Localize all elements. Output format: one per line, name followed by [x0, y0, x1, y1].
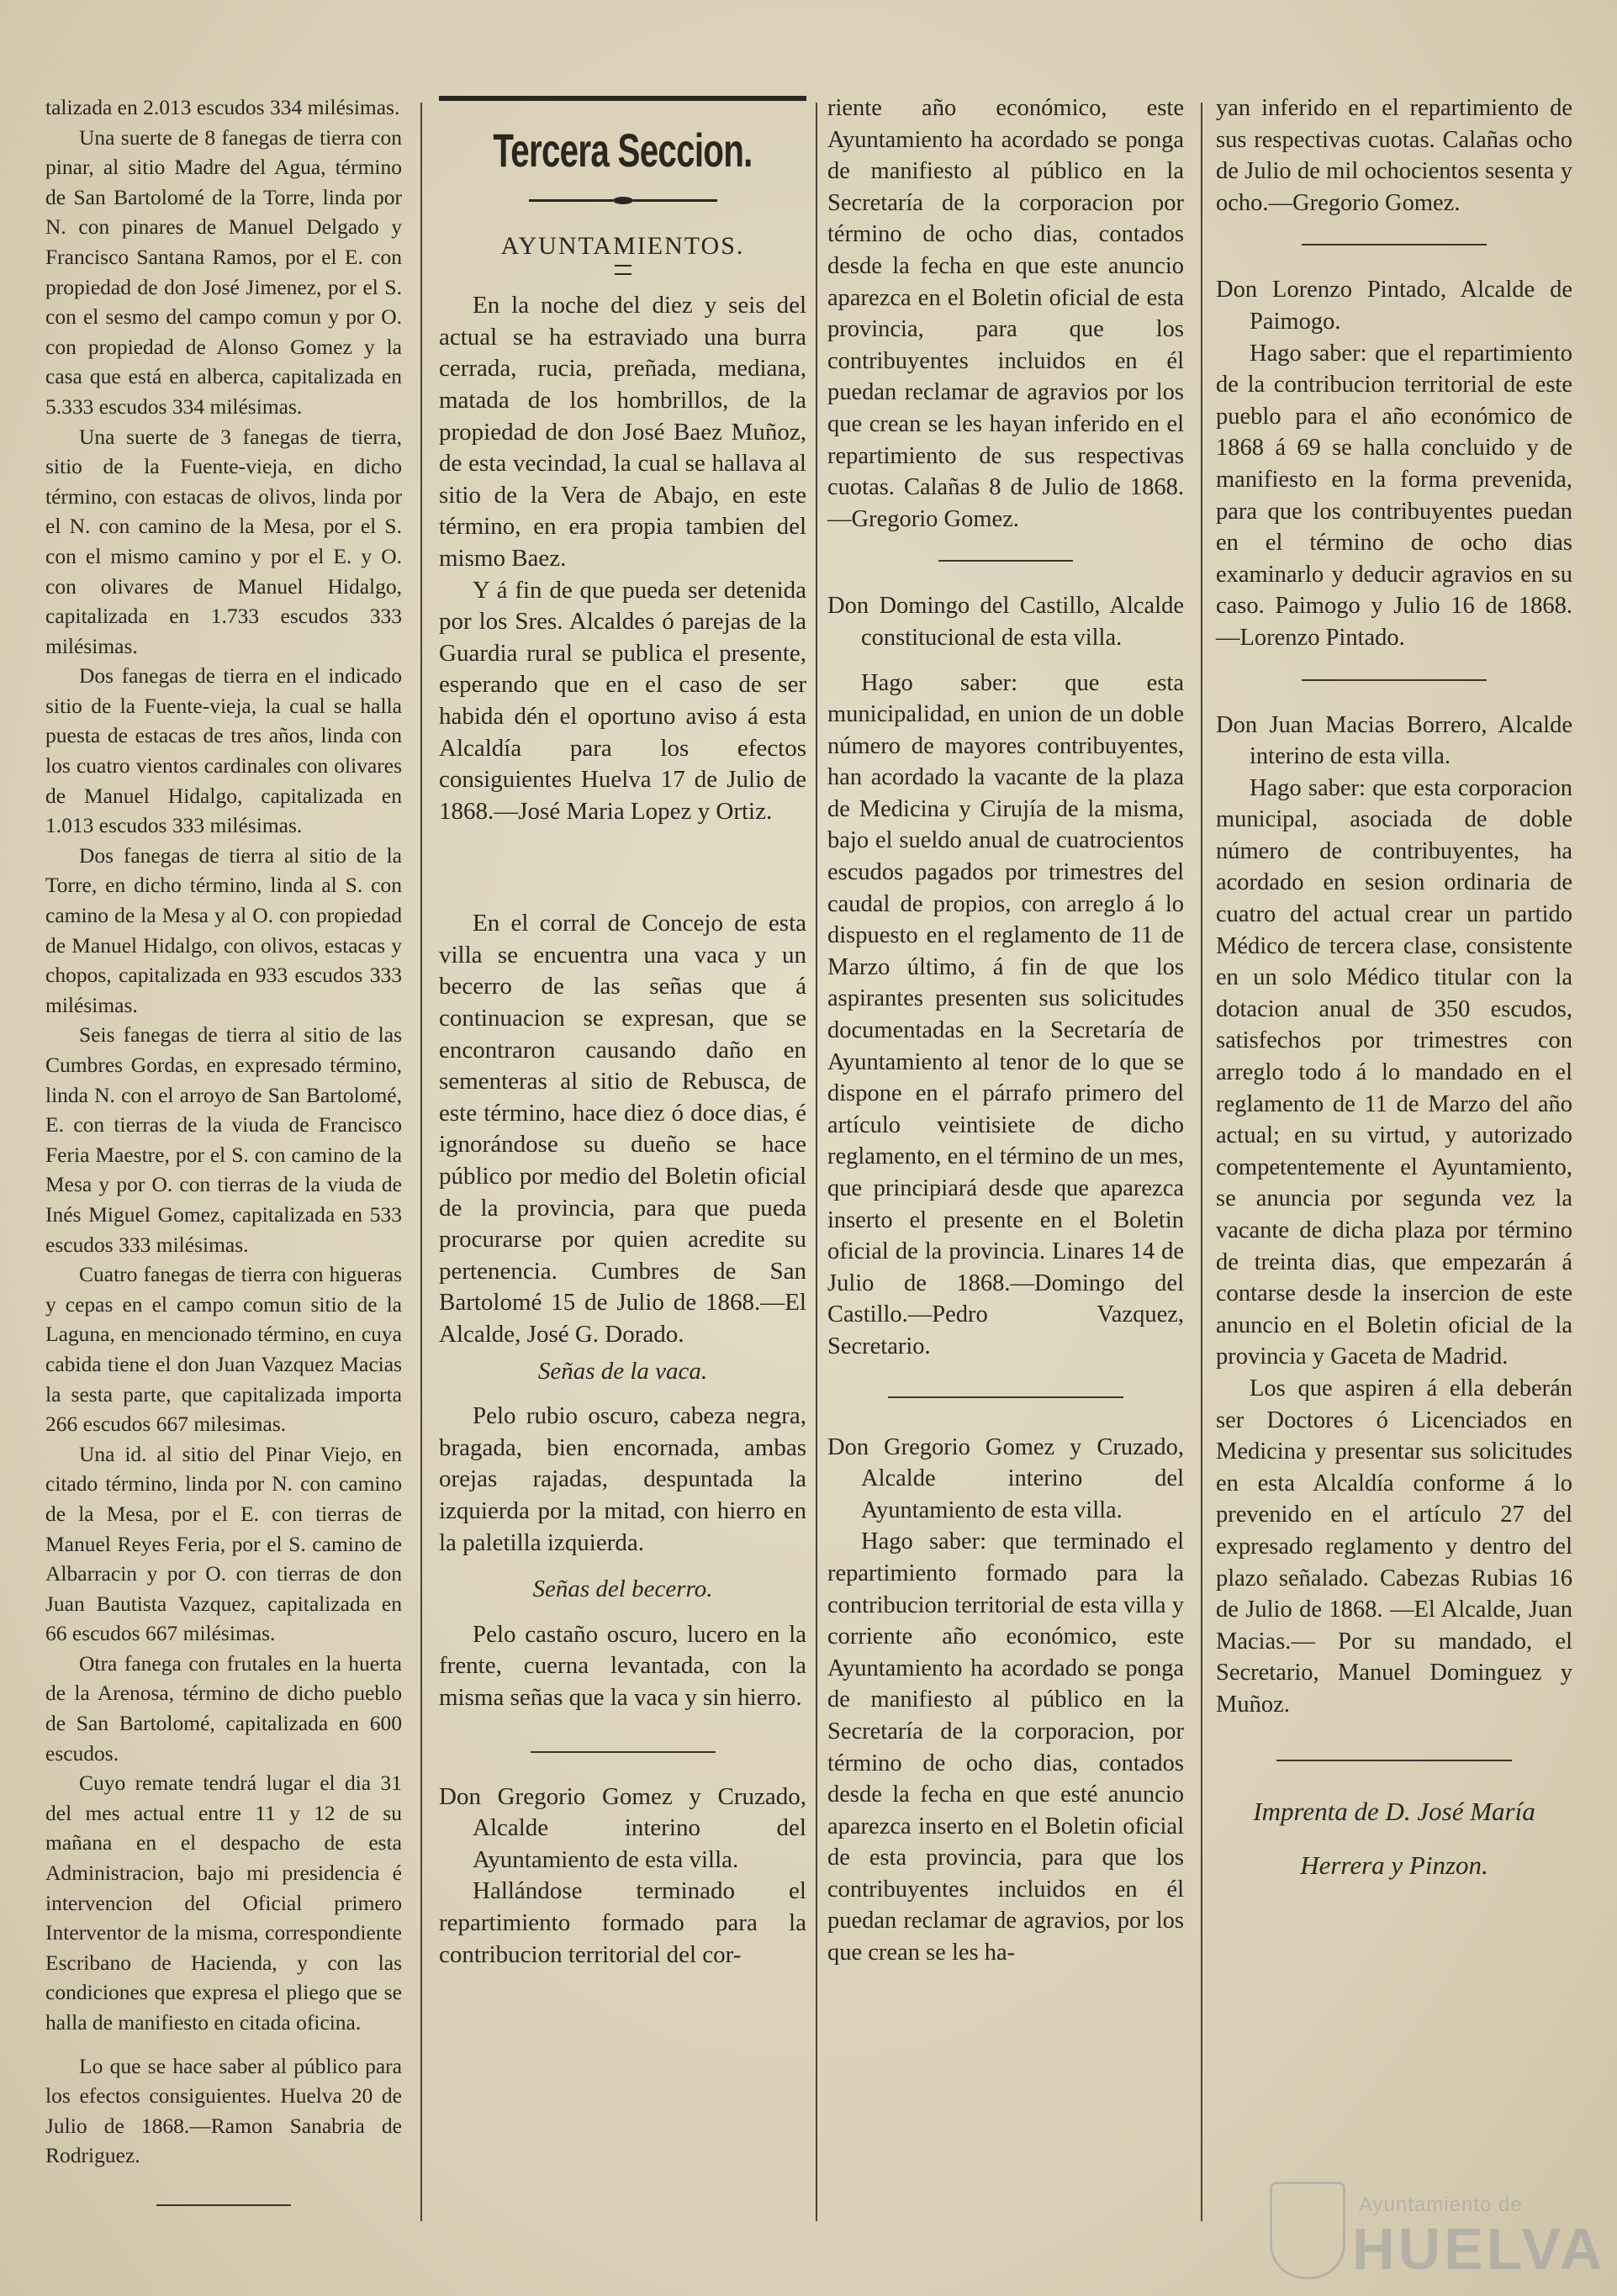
col1-text: Cuatro fanegas de tierra con higueras y cepas en el campo comun sitio de la Laguna, en mencionado término, en cuya cabida tiene el don Juan Vazquez Macias la sesta parte, que capitalizada importa 266 escudos 667 milesimas. — [45, 1262, 402, 1437]
coat-of-arms-icon — [1270, 2182, 1345, 2279]
notice-text: Hago saber: que esta corporacion municipal, asociada de doble número de contribuyentes, ha acordado en sesion ordinaria de cuatro del actual crear un partido Médico de tercera clase, consistente en un solo Médico titular con la dotacion anual de 350 escudos, satisfechos por trimestres con arreglo todo á lo mandado en el reglamento de 11 de Marzo del año actual; en su virtud, y autorizado competentemente el Ayuntamiento, se anuncia por segunda vez la vacante de dicha plaza por término de treinta dias, que empezarán á contarse desde la insercion de este anuncio en el Boletin oficial de la provincia y Gaceta de Madrid. — [1216, 774, 1572, 1370]
notice-text: Hago saber: que esta municipalidad, en union de un doble número de mayores contribuyentes, han acordado la vacante de la plaza de Medicina y Cirujía de la misma, bajo el sueldo anual de cuatrocientos escudos pagados por trimestres del caudal de propios, con arreglo á lo dispuesto en el reglamento de 11 de Marzo último, á fin de que los aspirantes presenten sus solicitudes documentadas en la Secretaría de Ayuntamiento al tenor de lo que se dispone en el párrafo primero del artículo veintisiete de dicho reglamento, en el término de un mes, que principiará desde que aparezca inserto el presente en el Boletin oficial de la provincia. Linares 14 de Julio de 1868.—Domingo del Castillo.—Pedro Vazquez, Secretario. — [827, 669, 1184, 1359]
section-subhead: AYUNTAMIENTOS. — [500, 231, 745, 260]
separator-rule — [156, 2204, 291, 2206]
col1-text: talizada en 2.013 escudos 334 milésimas. — [45, 95, 400, 119]
separator-rule — [531, 1751, 716, 1753]
col1-text: Dos fanegas de tierra en el indicado sitio de la Fuente-vieja, la cual se halla puesta de estacas de tres años, linda con los cuatro vientos cardinales con olivares de Manuel Hidalgo, capitalizada en 1.013 escudos 333 milésimas. — [45, 663, 402, 838]
col1-text: Una suerte de 8 fanegas de tierra con pinar, al sitio Madre del Agua, término de San Bartolomé de la Torre, linda por N. con pinares de Manuel Delgado y Francisco Santana Ramos, por el E. con propiedad de don José Jimenez, por el S. con el sesmo del campo comun y por O. con propiedad de Alonso Gomez y la casa que está en alberca, capitalizada en 5.333 escudos 334 milésimas. — [45, 124, 402, 419]
notice-text: Pelo castaño oscuro, lucero en la frente, cuerna levantada, con la misma señas que la vaca y sin hierro. — [439, 1620, 806, 1711]
separator-rule — [505, 878, 741, 879]
separator-rule — [1302, 679, 1487, 681]
ornament-icon — [439, 183, 806, 215]
column-1 — [45, 92, 402, 2235]
separator-rule — [1302, 244, 1487, 245]
column-rule-3 — [1201, 103, 1202, 2221]
watermark-line: HUELVA — [1352, 2216, 1606, 2282]
notice-text: En el corral de Concejo de esta villa se encuentra una vaca y un becerro de las señas que á continuacion se expresan, que se encontraron causando daño en sementeras al sitio de Rebusca, de este término, hace diez ó doce dias, é ignorándose su dueño se hace público por medio del Boletin oficial de la provincia, para que pueda procurarse por quien acredite su pertenencia. Cumbres de San Bartolomé 15 de Julio de 1868.—El Alcalde, José G. Dorado. — [439, 910, 806, 1348]
col1-text: Seis fanegas de tierra al sitio de las Cumbres Gordas, en expresado término, linda N. con el arroyo de San Bartolomé, E. con tierras de la viuda de Francisco Feria Maestre, por el S. con camino de la Mesa y por O. con tierras de la viuda de Inés Miguel Gomez, capitalizada en 533 escudos 333 milésimas. — [45, 1022, 402, 1257]
notice-text: En la noche del diez y seis del actual se ha estraviado una burra cerrada, rucia, preñada, mediana, matada de los hombrillos, de la propiedad de don José Baez Muñoz, de esta vecindad, la cual se hallava al sitio de la Vera de Abajo, en este término, en era propia tambien del mismo Baez. — [439, 292, 806, 572]
notice-heading: Don Gregorio Gomez y Cruzado, Alcalde interino del Ayuntamiento de esta villa. — [439, 1782, 806, 1873]
notice-subtitle: Señas del becerro. — [532, 1576, 713, 1603]
watermark-line: Ayuntamiento de — [1359, 2193, 1523, 2216]
section-title: Tercera Seccion. — [493, 124, 753, 177]
column-2 — [439, 92, 806, 1971]
notice-heading: Don Lorenzo Pintado, Alcalde de Paimogo. — [1216, 277, 1572, 335]
notice-text: Los que aspiren á ella deberán ser Doctores ó Licenciados en Medicina y presentar sus solicitudes en esta Alcaldía conforme á lo prevenido en el artículo 27 del expresado reglamento y dentro del plazo señalado. Cabezas Rubias 16 de Julio de 1868. —El Alcalde, Juan Macias.— Por su mandado, el Secretario, Manuel Dominguez y Muñoz. — [1216, 1375, 1572, 1718]
notice-heading: Don Domingo del Castillo, Alcalde constitucional de esta villa. — [827, 593, 1184, 651]
imprint-line: Herrera y Pinzon. — [1300, 1850, 1488, 1880]
col1-text: Una id. al sitio del Pinar Viejo, en citado término, linda por N. con camino de la Mesa, por el E. con tierras de Manuel Reyes Feria, por el S. camino de Albarracin y por O. con tierras de don Juan Bautista Vazquez, capitalizada en 66 escudos 667 milésimas. — [45, 1441, 402, 1646]
col1-text: Una suerte de 3 fanegas de tierra, sitio de la Fuente-vieja, en dicho término, con estacas de olivos, linda por el N. con camino de la Mesa, por el S. con el mismo camino y por el E. y O. con olivares de Manuel Hidalgo, capitalizada en 1.733 escudos 333 milésimas. — [45, 424, 402, 658]
archive-watermark — [1261, 2173, 1606, 2291]
imprint — [1216, 1785, 1572, 1892]
imprint-line: Imprenta de D. José María — [1253, 1796, 1535, 1826]
separator-rule — [1276, 1760, 1512, 1761]
separator-rule — [938, 560, 1073, 562]
double-rule-icon — [615, 265, 631, 275]
separator-rule — [888, 1396, 1123, 1398]
column-3 — [827, 92, 1184, 1969]
notice-text: riente año económico, este Ayuntamiento ha acordado se ponga de manifiesto al público en la Secretaría de la corporacion por término de ocho dias, contados desde la fecha en que este anuncio aparezca en el Boletin oficial de esta provincia, para que los contribuyentes incluidos en él puedan reclamar de agravios por los que crean se les hayan inferido en el repartimiento de sus respectivas cuotas. Calañas 8 de Julio de 1868.—Gregorio Gomez. — [827, 95, 1184, 532]
col1-text: Lo que se hace saber al público para los efectos consiguientes. Huelva 20 de Julio de 1868.—Ramon Sanabria de Rodriguez. — [45, 2053, 402, 2168]
notice-heading: Don Gregorio Gomez y Cruzado, Alcalde interino del Ayuntamiento de esta villa. — [827, 1433, 1184, 1523]
notice-subtitle: Señas de la vaca. — [537, 1357, 708, 1385]
col1-text: Dos fanegas de tierra al sitio de la Torre, en dicho término, linda al S. con camino de la Mesa y al O. con propiedad de Manuel Hidalgo, con olivos, estacas y chopos, capitalizada en 933 escudos 333 milésimas. — [45, 842, 402, 1017]
column-rule-2 — [816, 103, 817, 2221]
col1-text: Otra fanega con frutales en la huerta de la Arenosa, término de dicho pueblo de San Bartolomé, capitalizada en 600 escudos. — [45, 1650, 402, 1766]
notice-text: Y á fin de que pueda ser detenida por los Sres. Alcaldes ó parejas de la Guardia rural se publica el presente, esperando que en el caso de ser habida dén el oportuno aviso á esta Alcaldía para los efectos consiguientes Huelva 17 de Julio de 1868.—José Maria Lopez y Ortiz. — [439, 576, 806, 825]
notice-text: Hago saber: que terminado el repartimiento formado para la contribucion territorial de esta villa y corriente año económico, este Ayuntamiento ha acordado se ponga de manifiesto al público en la Secretaría de la corporacion, por término de ocho dias, contados desde la fecha en que esté anuncio aparezca inserto en el Boletin oficial de esta provincia, para que los contribuyentes incluidos en él puedan reclamar de agravios, por los que crean se les ha- — [827, 1528, 1184, 1966]
notice-text: Pelo rubio oscuro, cabeza negra, bragada, bien encornada, ambas orejas rajadas, despuntada la izquierda por la mitad, con hierro en la paletilla izquierda. — [439, 1402, 806, 1556]
notice-heading: Don Juan Macias Borrero, Alcalde interino de esta villa. — [1216, 711, 1572, 770]
notice-text: yan inferido en el repartimiento de sus respectivas cuotas. Calañas ocho de Julio de mil ochocientos sesenta y ocho.—Gregorio Gomez. — [1216, 95, 1572, 216]
col1-text: Cuyo remate tendrá lugar el dia 31 del mes actual entre 11 y 12 de su mañana en el despacho de esta Administracion, bajo mi presidencia é intervencion del Oficial primero Interventor de la misma, correspondiente Escribano de Hacienda, y con las condiciones que expresa el pliego que se halla de manifiesto en citada oficina. — [45, 1771, 402, 2035]
column-rule-1 — [420, 103, 422, 2221]
notice-text: Hallándose terminado el repartimiento formado para la contribucion territorial del cor- — [439, 1877, 806, 1968]
column-4 — [1216, 92, 1572, 1892]
notice-text: Hago saber: que el repartimiento de la contribucion territorial de este pueblo para el año económico de 1868 á 69 se halla concluido y de manifiesto en la forma prevenida, para que los contribuyentes puedan en el término de ocho dias examinarlo y deducir agravios en su caso. Paimogo y Julio 16 de 1868. —Lorenzo Pintado. — [1216, 340, 1572, 651]
